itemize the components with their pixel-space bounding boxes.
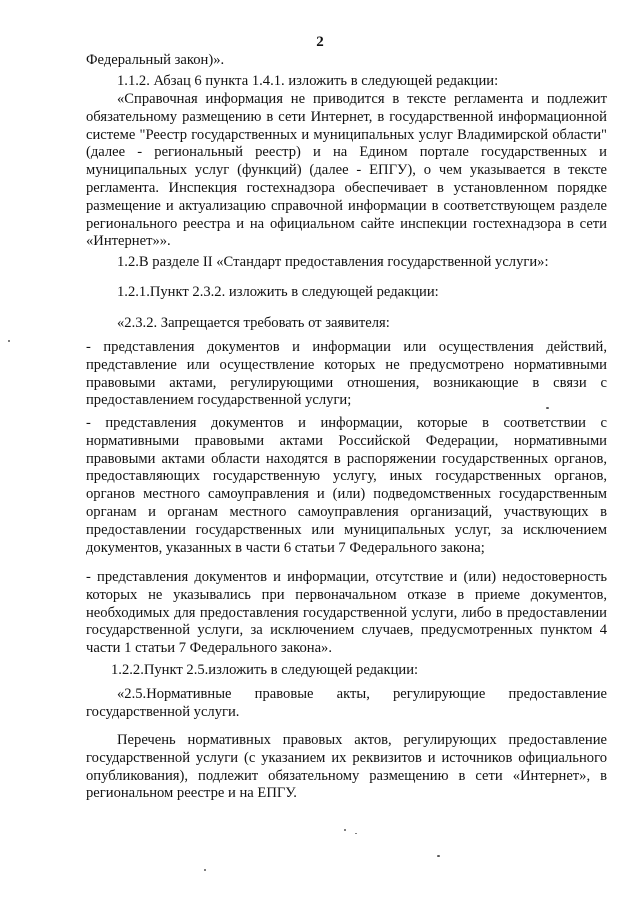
scan-speck (344, 829, 346, 831)
paragraph-text: Федеральный закон)». (86, 52, 225, 68)
paragraph-legal-acts-list (86, 732, 607, 803)
paragraph-item-1-2-1 (86, 284, 607, 302)
list-item-no-actions (86, 339, 607, 410)
paragraph-section-2 (86, 254, 607, 272)
paragraph-text: «Справочная информация не приводится в тексте регламента и подлежит обязательному размещению в сети Интернет, в государственной информационной системе "Реестр государственных и муниципальных услуг Владимирской области" (далее - региональный реестр) и на Едином портале государственных и муниципальных услуг (функций) (далее - ЕПГУ), о чем указывается в тексте регламента. Инспекция гостехнадзора обеспечивает в установленном порядке размещение и актуализацию справочной информации в соответствующем разделе регионального реестра и на официальном сайте инспекции гостехнадзора в сети «Интернет»». (86, 91, 607, 250)
paragraph-item-2-5 (86, 686, 607, 722)
paragraph-text: 1.2.2.Пункт 2.5.изложить в следующей редакции: (111, 662, 419, 678)
paragraph-reference-info (86, 91, 607, 251)
paragraph-text: «2.5.Нормативные правовые акты, регулирующие предоставление государственной услуги. (86, 686, 607, 720)
paragraph-item-2-3-2 (86, 315, 607, 333)
paragraph-text: «2.3.2. Запрещается требовать от заявителя: (117, 315, 390, 331)
scan-speck (355, 833, 357, 834)
paragraph-text: 1.2.В разделе II «Стандарт предоставления государственной услуги»: (117, 254, 549, 270)
paragraph-text: 1.2.1.Пункт 2.3.2. изложить в следующей редакции: (117, 284, 439, 300)
paragraph-text: - представления документов и информации, отсутствие и (или) недостоверность которых не указывались при первоначальном отказе в приеме документов, необходимых для предоставления государственной услуги, либо в предоставлении государственной услуги, за исключением случаев, предусмотренных пунктом 4 части 1 статьи 7 Федерального закона». (86, 569, 607, 657)
scan-speck (437, 855, 440, 857)
page-number: 2 (316, 34, 324, 50)
scan-speck (8, 340, 10, 342)
paragraph-text: 1.1.2. Абзац 6 пункта 1.4.1. изложить в следующей редакции: (117, 73, 499, 89)
paragraph-text: - представления документов и информации, которые в соответствии с нормативными правовыми актами Российской Федерации, нормативными правовыми актами области находятся в распоряжении государственных органов, предоставляющих государственную услугу, иных государственных органов, органов местного самоуправления и (или) подведомственных государственным органам и органам местного самоуправления организаций, участвующих в предоставлении государственных или муниципальных услуг, за исключением документов, указанных в части 6 статьи 7 Федерального закона; (86, 415, 607, 556)
paragraph-item-1-1-2 (86, 73, 607, 91)
paragraph-federal-law-end (86, 52, 607, 70)
paragraph-item-1-2-2 (86, 662, 607, 680)
paragraph-text: Перечень нормативных правовых актов, регулирующих предоставление государственной услуги (с указанием их реквизитов и источников официального опубликования), подлежит обязательному размещению в сети «Интернет», в региональном реестре и на ЕПГУ. (86, 732, 607, 802)
list-item-no-missing-info (86, 569, 607, 658)
list-item-no-documents (86, 415, 607, 557)
scan-speck (546, 407, 549, 409)
scan-speck (204, 869, 206, 871)
paragraph-text: - представления документов и информации или осуществления действий, представление или осуществление которых не предусмотрено нормативными правовыми актами, регулирующими отношения, возникающие в связи с предоставлением государственной услуги; (86, 339, 607, 409)
